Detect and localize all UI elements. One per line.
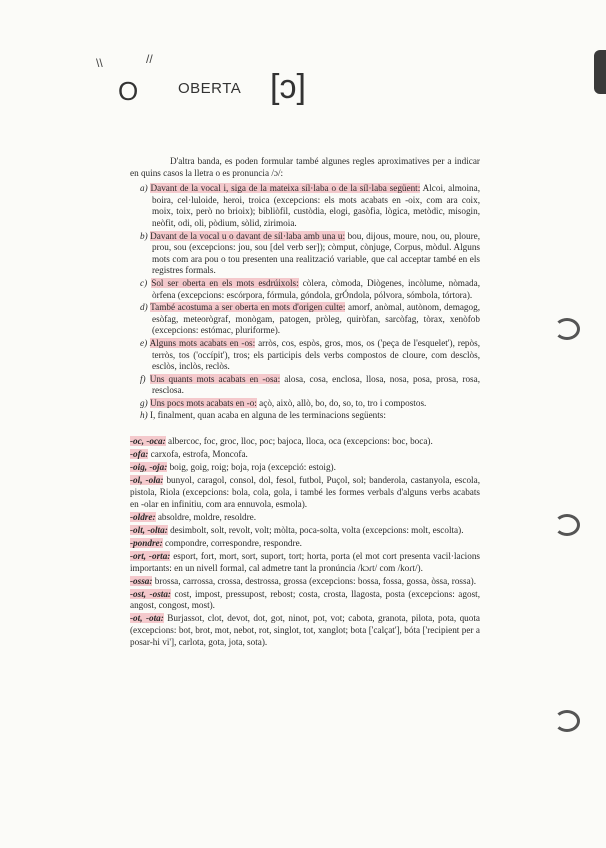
- ending-words: boig, goig, roig; boja, roja (excepció: estoig).: [167, 462, 336, 473]
- rule-label: a): [140, 183, 148, 194]
- ending-entry: [130, 551, 480, 574]
- ending-label: -ofa:: [130, 449, 149, 460]
- rule-text: amorf, anòmal, autònom, demagog, esòfag, meteorògraf, monògam, patogen, pròleg, quiròfan, sarcòfag, tòrax, xenòfob (excepcions: estómac, pluriforme).: [152, 302, 480, 336]
- document-body: [130, 156, 480, 650]
- ending-entry: [130, 512, 480, 524]
- ending-entry: [130, 525, 480, 537]
- ending-words: albercoc, foc, groc, lloc, poc; bajoca, lloca, oca (excepcions: boc, boca).: [165, 436, 433, 447]
- ending-entry: [130, 538, 480, 550]
- rule-item: [130, 410, 480, 422]
- rule-label: d): [140, 302, 148, 313]
- rule-text: còlera, còmoda, Diògenes, incòlume, nòmada, òrfena (excepcions: escórpora, fórmula, góndola, grÓndola, pólvora, sómbola, tórtora).: [152, 277, 480, 300]
- ending-label: -oldre:: [130, 511, 156, 522]
- ending-words: carxofa, estrofa, Moncofa.: [148, 449, 248, 460]
- rule-item: [130, 398, 480, 410]
- rule-item: [130, 231, 480, 277]
- ending-words: brossa, carrossa, crossa, destrossa, grossa (excepcions: bossa, fossa, gossa, òssa, rossa).: [152, 575, 477, 586]
- rule-highlight: Uns pocs mots acabats en -o:: [149, 397, 257, 408]
- ending-label: -oc, -oca:: [130, 436, 166, 447]
- ending-entry: [130, 462, 480, 474]
- handwritten-title: OBERTA: [178, 80, 242, 97]
- ending-words: compondre, correspondre, respondre.: [162, 537, 302, 548]
- rule-item: [130, 302, 480, 337]
- ending-entry: [130, 613, 480, 648]
- ending-label: -ost, -osta:: [130, 588, 171, 599]
- ending-label: -ossa:: [130, 575, 153, 586]
- rule-item: [130, 183, 480, 229]
- rule-label: h): [140, 410, 148, 421]
- rule-text: alosa, cosa, enclosa, llosa, nosa, posa, prosa, rosa, resclosa.: [152, 373, 480, 396]
- rule-label: f): [140, 373, 146, 384]
- rule-highlight: Alguns mots acabats en -os:: [149, 337, 256, 348]
- accent-mark-left: \\: [96, 56, 103, 70]
- rule-item: [130, 374, 480, 397]
- endings-list: [130, 436, 480, 648]
- phonetic-symbol: [ɔ]: [270, 68, 306, 106]
- intro-paragraph: D'altra banda, es poden formular també algunes regles aproximatives per a indicar en quins casos la lletra o es pronuncia /ɔ/:: [130, 156, 480, 178]
- ending-words: desimbolt, solt, revolt, volt; mòlta, poca-solta, volta (excepcions: molt, escolta).: [167, 524, 464, 535]
- rule-item: [130, 278, 480, 301]
- rule-label: g): [140, 397, 148, 408]
- rule-text: açò, això, allò, bo, do, so, to, tro i compostos.: [256, 397, 427, 408]
- ending-label: -olt, -olta:: [130, 524, 168, 535]
- ending-entry: [130, 576, 480, 588]
- ending-label: -ot, -ota:: [130, 613, 164, 624]
- rule-text: arròs, cos, espòs, gros, mos, os ('peça de l'esquelet'), repòs, terròs, tos ('occípit'), tros; els participis dels verbs compostos de cloure, com desclòs, esclòs, inclòs, reclòs.: [152, 337, 480, 372]
- ending-words: esport, fort, mort, sort, suport, tort; horta, porta (el mot cort presenta vacil·lacions importants: en un nivell formal, cal admetre tant la pronúncia /kɔɾt/ com /koɾt/).: [130, 550, 480, 573]
- ending-words: cost, impost, pressupost, rebost; costa, crosta, llagosta, posta (excepcions: agost, angost, congost, most).: [130, 588, 480, 611]
- ending-words: absoldre, moldre, resoldre.: [155, 511, 257, 522]
- binder-ring-middle: [554, 514, 580, 536]
- rule-highlight: Uns quants mots acabats en -osa:: [149, 373, 281, 384]
- rule-highlight: Davant de la vocal u o davant de síl·laba amb una u:: [150, 230, 346, 241]
- rule-highlight: També acostuma a ser oberta en mots d'origen culte:: [150, 302, 346, 313]
- ending-label: -pondre:: [130, 537, 163, 548]
- ending-label: -ort, -orta:: [130, 550, 171, 561]
- ending-words: bunyol, caragol, consol, dol, fesol, futbol, Puçol, sol; banderola, castanyola, escola, pistola, Riola (excepcions: bola, cola, gola, i també les formes verbals d'alguns verbs acabats en -olar en infinitiu, com ara ennuvola, esmola).: [130, 475, 480, 509]
- rule-label: b): [140, 230, 148, 241]
- rule-text: I, finalment, quan acaba en alguna de les terminacions següents:: [149, 410, 386, 421]
- rule-label: c): [140, 277, 148, 288]
- rule-item: [130, 338, 480, 373]
- rules-list: [130, 183, 480, 422]
- rule-highlight: Davant de la vocal i, siga de la mateixa síl·laba o de la síl·laba següent:: [150, 183, 421, 194]
- accent-mark-right: //: [146, 52, 153, 66]
- ending-entry: [130, 449, 480, 461]
- ending-entry: [130, 589, 480, 612]
- rule-label: e): [140, 337, 148, 348]
- ending-label: -ol, -ola:: [130, 475, 164, 486]
- binder-ring-top: [554, 318, 580, 340]
- rule-text: Alcoi, almoina, boira, cel·luloide, heroi, troica (excepcions: els mots acabats en -oix, com ara coix, moix, toix, però no brioix); bibliòfil, custòdia, elogi, gasòfia, lògica, metòdic, misogin, neòfit, odi, oli, pòdium, sòlid, zirimoia.: [152, 183, 481, 228]
- binder-tab: [594, 50, 606, 94]
- ending-label: -oig, -oja:: [130, 462, 168, 473]
- binder-ring-bottom: [554, 710, 580, 732]
- handwritten-vowel: O: [118, 76, 139, 106]
- ending-entry: [130, 436, 480, 448]
- rule-highlight: Sol ser oberta en els mots esdrúixols:: [151, 277, 299, 288]
- ending-words: Burjassot, clot, devot, dot, got, ninot, pot, vot; cabota, granota, pilota, pota, quota (excepcions: bot, brot, mot, nebot, rot, singlot, tot, xanglot; bota ['calçat'], bóta ['recipient per a posar-hi vi'], carlota, gota, jota, sota).: [130, 613, 480, 647]
- rule-text: bou, dijous, moure, nou, ou, ploure, prou, sou (excepcions: jou, sou [del verb ser]); còmput, cònjuge, Corpus, mòdul. Alguns mots com ara pou o tou presenten una realització variable, que cal acceptar també en els registres formals.: [152, 230, 481, 276]
- ending-entry: [130, 475, 480, 510]
